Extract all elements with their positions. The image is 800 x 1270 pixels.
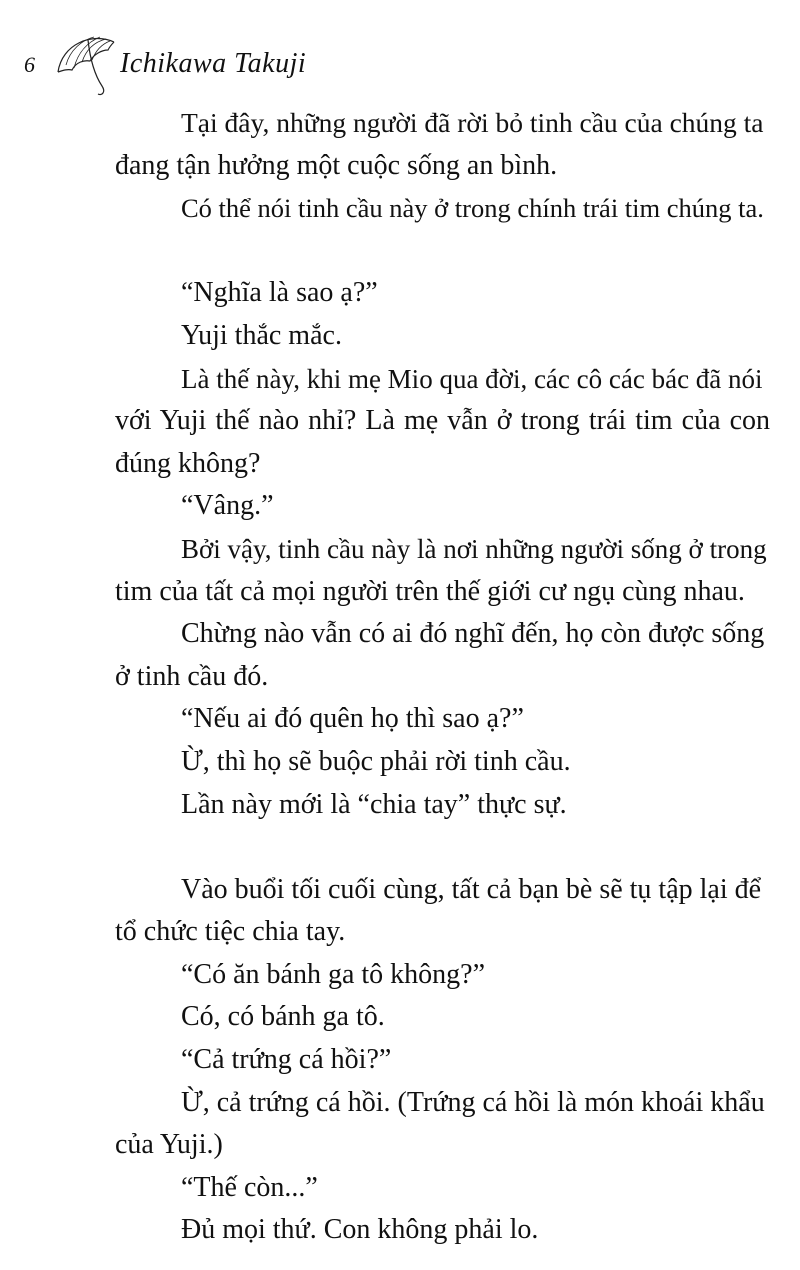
text-line: đang tận hưởng một cuộc sống an bình. <box>115 149 558 181</box>
text-line: “Nếu ai đó quên họ thì sao ạ?” <box>181 703 524 735</box>
text-line: tim của tất cả mọi người trên thế giới cư ngụ cùng nhau. <box>115 575 745 607</box>
text-line: “Thế còn...” <box>181 1171 318 1203</box>
running-title: Ichikawa Takuji <box>120 48 307 79</box>
text-line: với Yuji thế nào nhỉ? Là mẹ vẫn ở trong trái tim của con <box>115 405 770 437</box>
text-line: Có thể nói tinh cầu này ở trong chính trái tim chúng ta. <box>181 193 764 224</box>
text-line: Yuji thắc mắc. <box>181 319 342 351</box>
text-line: của Yuji.) <box>115 1129 223 1161</box>
text-line: Vào buổi tối cuối cùng, tất cả bạn bè sẽ tụ tập lại để <box>181 873 762 905</box>
text-line: “Vâng.” <box>181 490 274 522</box>
text-line: Ừ, thì họ sẽ buộc phải rời tinh cầu. <box>181 745 571 777</box>
text-line: Tại đây, những người đã rời bỏ tinh cầu của chúng ta <box>181 107 764 138</box>
text-line: Bởi vậy, tinh cầu này là nơi những người sống ở trong <box>181 533 767 564</box>
text-line: Lần này mới là “chia tay” thực sự. <box>181 788 567 820</box>
text-line: Đủ mọi thứ. Con không phải lo. <box>181 1214 539 1246</box>
paragraph-gap <box>115 826 770 869</box>
paragraph-gap <box>115 230 770 273</box>
text-line: “Nghĩa là sao ạ?” <box>181 277 378 309</box>
page-number: 6 <box>24 52 35 77</box>
page-header <box>0 0 800 100</box>
text-line: “Cả trứng cá hồi?” <box>181 1044 392 1076</box>
text-line: Có, có bánh ga tô. <box>181 1001 385 1033</box>
text-line: tổ chức tiệc chia tay. <box>115 916 346 948</box>
text-line: Là thế này, khi mẹ Mio qua đời, các cô các bác đã nói <box>181 363 763 394</box>
text-line: ở tinh cầu đó. <box>115 660 269 692</box>
text-line: Chừng nào vẫn có ai đó nghĩ đến, họ còn được sống <box>181 618 765 650</box>
text-line: “Có ăn bánh ga tô không?” <box>181 958 486 990</box>
text-line: Ừ, cả trứng cá hồi. (Trứng cá hồi là món khoái khẩu <box>181 1086 765 1118</box>
page-body <box>115 102 770 1252</box>
text-line: đúng không? <box>115 447 261 479</box>
umbrella-icon <box>52 20 120 100</box>
